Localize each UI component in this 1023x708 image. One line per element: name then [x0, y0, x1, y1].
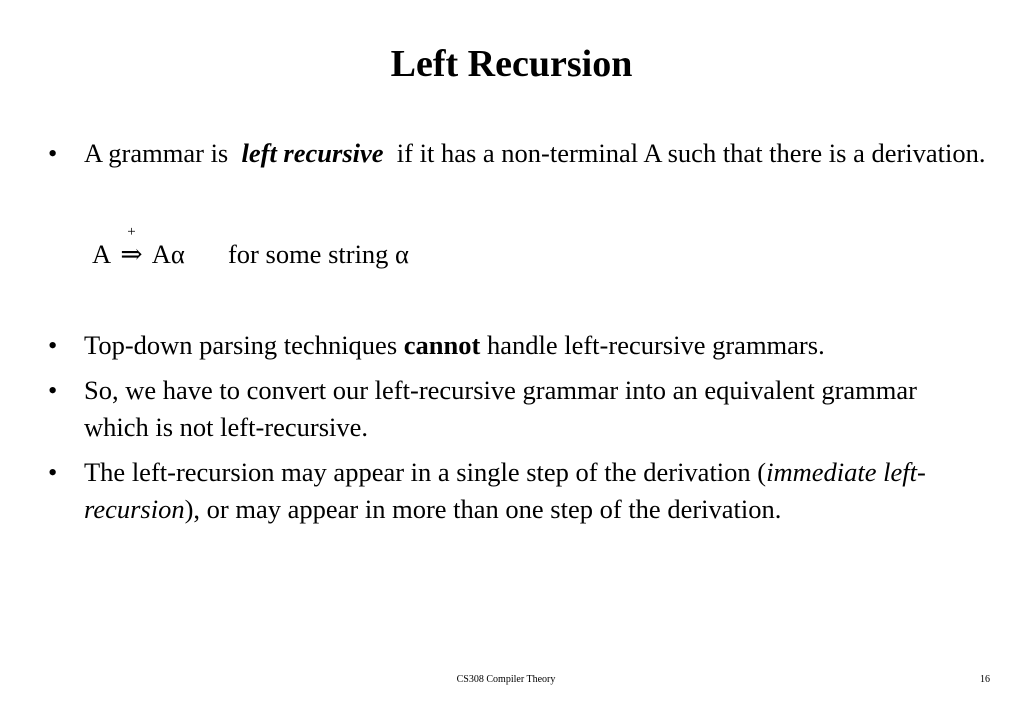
formula-lhs: A — [92, 239, 110, 269]
footer-course-name: CS308 Compiler Theory — [456, 674, 556, 685]
slide-title: Left Recursion — [390, 43, 633, 85]
bullet-text-after: handle left-recursive grammars. — [486, 330, 825, 360]
double-arrow-icon: ⇒ — [120, 239, 143, 269]
bullet-marker: • — [48, 138, 58, 168]
derives-plus-arrow — [120, 224, 143, 273]
footer-page-number: 16 — [980, 674, 990, 685]
bullet-text — [84, 454, 934, 528]
bullet-marker: • — [48, 375, 58, 405]
bullet-immediate-left-recursion — [48, 454, 988, 528]
bullet-marker: • — [48, 330, 58, 360]
bullet-convert-grammar — [48, 372, 988, 446]
bullet-text — [84, 327, 988, 364]
term-immediate-left-recursion: immediate left-recursion — [84, 457, 926, 524]
formula-rhs: Aα — [151, 239, 185, 269]
bullet-text — [84, 135, 988, 172]
bullet-text-after: ), or may appear in more than one step of the derivation. — [184, 494, 782, 524]
emphasis-cannot: cannot — [403, 330, 481, 360]
bullet-text-after: if it has a non-terminal A such that there is a derivation. — [396, 138, 986, 168]
bullet-marker: • — [48, 457, 58, 487]
bullet-left-recursive-definition — [48, 135, 988, 172]
arrow-plus-mark: + — [127, 224, 136, 240]
bullet-text-before: A grammar is — [84, 138, 229, 168]
derivation-formula — [92, 224, 409, 273]
bullet-text: So, we have to convert our left-recursive grammar into an equivalent grammar which is not left-recursive. — [84, 375, 917, 442]
formula-note: for some string α — [227, 239, 409, 269]
bullet-text-before: Top-down parsing techniques — [84, 330, 398, 360]
term-left-recursive: left recursive — [241, 138, 384, 168]
bullet-top-down-cannot — [48, 327, 988, 364]
bullet-text-before: The left-recursion may appear in a single step of the derivation ( — [84, 457, 767, 487]
